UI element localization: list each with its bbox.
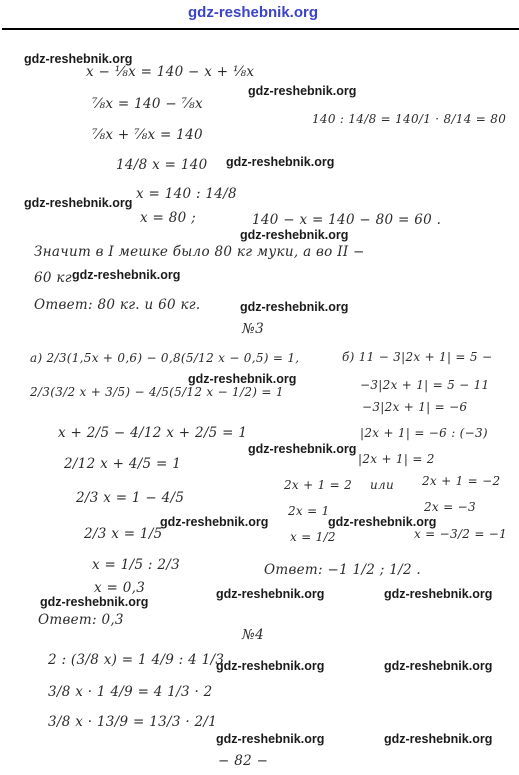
watermark-link[interactable]: gdz-reshebnik.org [216,732,325,746]
watermark-link[interactable]: gdz-reshebnik.org [24,52,133,66]
equation-line: x = 140 : 14/8 [136,186,237,202]
equation-line: 2x + 1 = 2 [284,478,353,492]
equation-line: 3/8 x · 1 4/9 = 4 1/3 · 2 [48,684,213,700]
equation-line: 2/3 x = 1 − 4/5 [76,490,185,506]
watermark-link[interactable]: gdz-reshebnik.org [40,595,149,609]
conjunction: или [370,478,394,492]
watermark-link[interactable]: gdz-reshebnik.org [188,372,297,386]
page-number: − 82 − [218,753,269,769]
equation-line: 2/3(3/2 x + 3/5) − 4/5(5/12 x − 1/2) = 1 [30,385,284,399]
equation-line: |2x + 1| = −6 : (−3) [360,426,488,440]
answer-line: Ответ: 80 кг. и 60 кг. [34,297,201,313]
equation-line: x = 80 ; [140,210,196,226]
equation-line: а) 2/3(1,5x + 0,6) − 0,8(5/12 x − 0,5) = 1, [30,351,300,365]
answer-line: Ответ: −1 1/2 ; 1/2 . [264,562,422,578]
equation-line: x = 0,3 [94,580,146,596]
equation-line: 2/12 x + 4/5 = 1 [64,456,182,472]
answer-line: Ответ: 0,3 [38,612,124,628]
equation-line: |2x + 1| = 2 [358,452,435,466]
equation-line: 2/3 x = 1/5 [84,526,163,542]
equation-line: б) 11 − 3|2x + 1| = 5 − [342,350,493,364]
equation-line: 2x = 1 [288,504,330,518]
side-calculation: 140 : 14/8 = 140/1 · 8/14 = 80 [312,112,507,126]
equation-line: −3|2x + 1| = −6 [362,400,468,414]
watermark-link[interactable]: gdz-reshebnik.org [24,196,133,210]
equation-line: 2 : (3/8 x) = 1 4/9 : 4 1/3 [48,652,225,668]
watermark-link[interactable]: gdz-reshebnik.org [240,228,349,242]
equation-line: x + 2/5 − 4/12 x + 2/5 = 1 [58,425,248,441]
watermark-link[interactable]: gdz-reshebnik.org [384,587,493,601]
equation-line: x − ⅛x = 140 − x + ⅛x [86,64,255,80]
equation-line: −3|2x + 1| = 5 − 11 [360,378,490,392]
equation-line: x = 1/2 [290,530,336,544]
site-header[interactable]: gdz-reshebnik.org [188,4,319,21]
watermark-link[interactable]: gdz-reshebnik.org [216,659,325,673]
watermark-link[interactable]: gdz-reshebnik.org [248,442,357,456]
watermark-link[interactable]: gdz-reshebnik.org [384,732,493,746]
problem-number: №4 [242,627,264,643]
watermark-link[interactable]: gdz-reshebnik.org [328,515,437,529]
equation-line: ⅞x + ⅞x = 140 [92,127,203,143]
text-line: Значит в I мешке было 80 кг муки, а во II − [34,244,365,260]
watermark-link[interactable]: gdz-reshebnik.org [160,515,269,529]
problem-number: №3 [242,321,264,337]
watermark-link[interactable]: gdz-reshebnik.org [240,300,349,314]
equation-line: x = −3/2 = −1 [414,527,508,541]
equation-line: x = 1/5 : 2/3 [92,557,180,573]
text-line: 60 кг [34,270,72,286]
watermark-link[interactable]: gdz-reshebnik.org [384,659,493,673]
equation-line: 3/8 x · 13/9 = 13/3 · 2/1 [48,714,218,730]
equation-line: 140 − x = 140 − 80 = 60 . [252,212,442,228]
watermark-link[interactable]: gdz-reshebnik.org [226,155,335,169]
watermark-link[interactable]: gdz-reshebnik.org [72,268,181,282]
equation-line: ⅞x = 140 − ⅞x [92,96,203,112]
equation-line: 14/8 x = 140 [116,157,208,173]
header-rule [2,28,519,30]
equation-line: 2x + 1 = −2 [422,474,501,488]
watermark-link[interactable]: gdz-reshebnik.org [248,84,357,98]
watermark-link[interactable]: gdz-reshebnik.org [216,587,325,601]
equation-line: 2x = −3 [424,500,476,514]
